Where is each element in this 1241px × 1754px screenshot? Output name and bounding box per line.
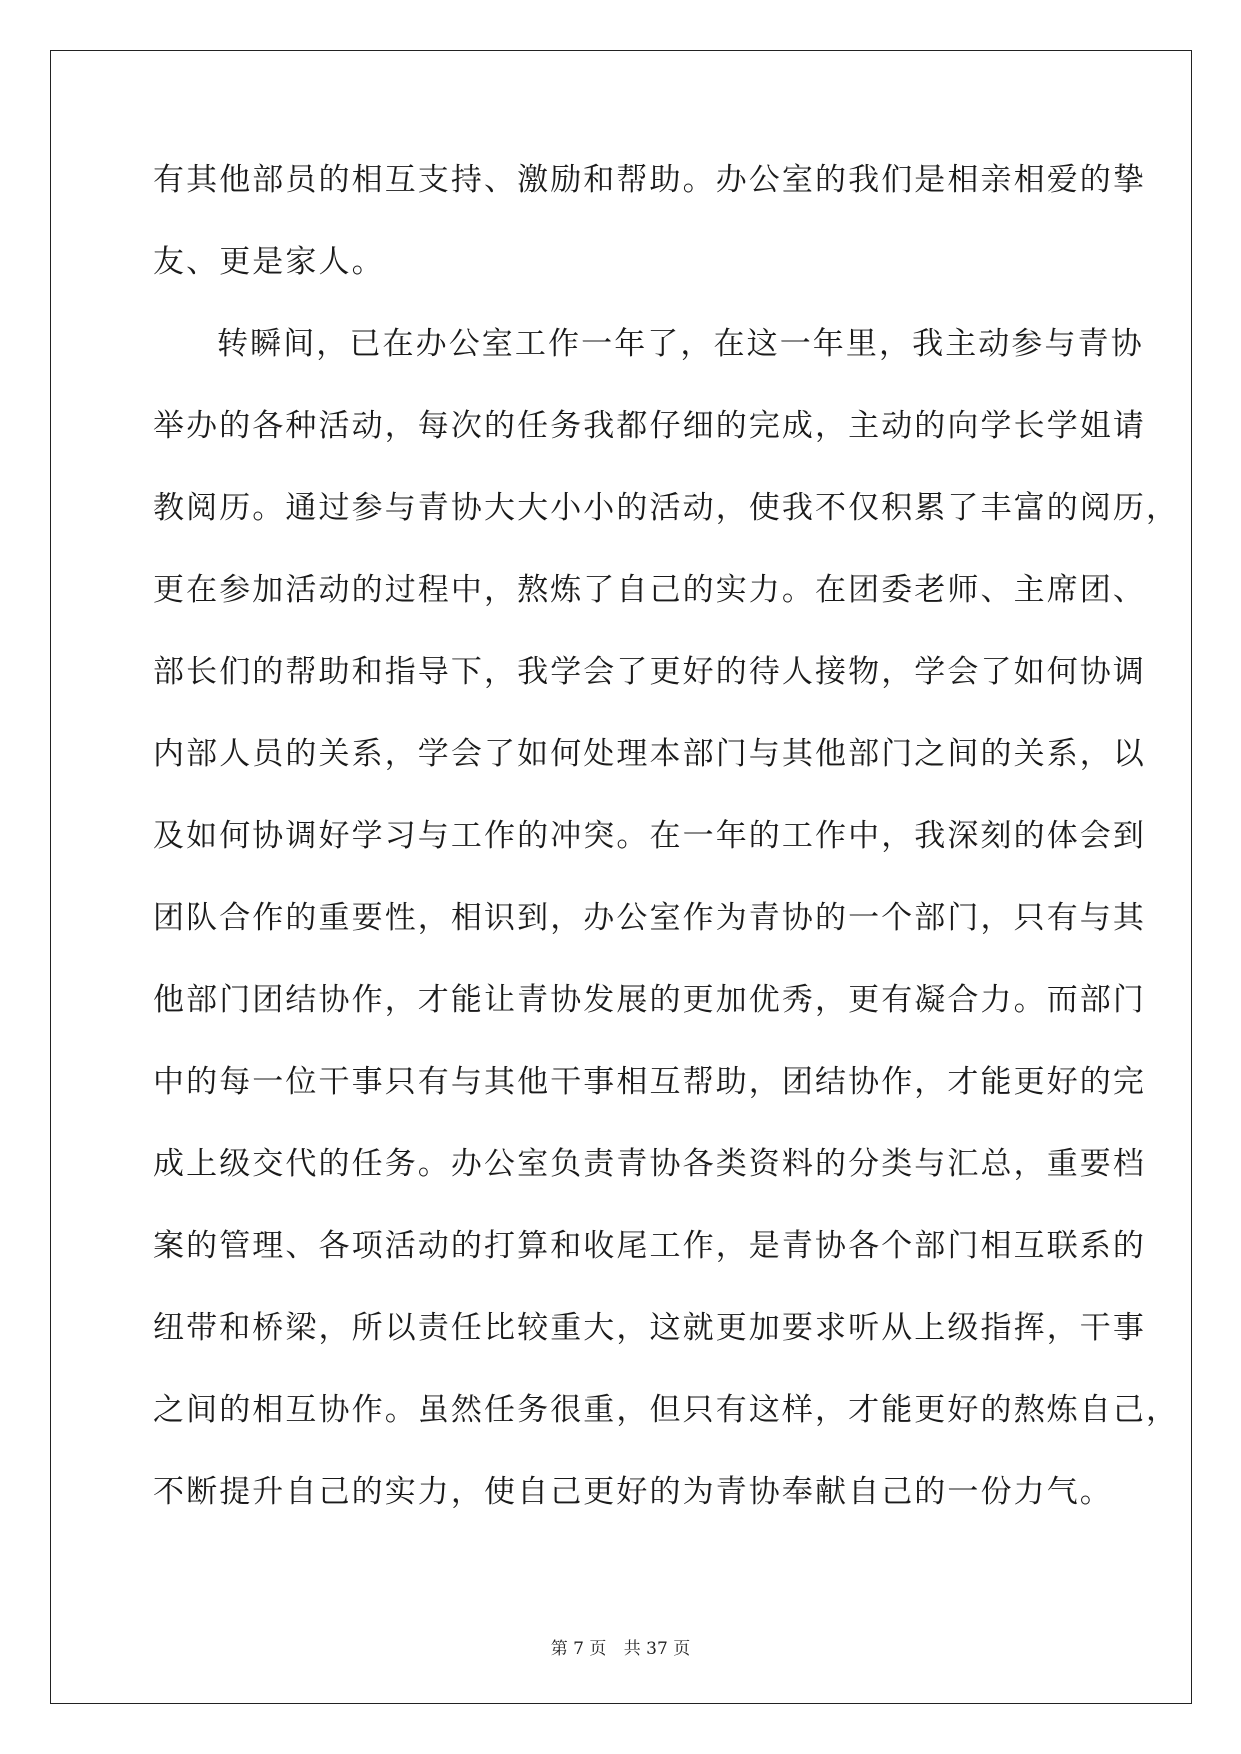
- text-line: 内部人员的关系，学会了如何处理本部门与其他部门之间的关系，以: [153, 736, 1146, 772]
- text-line: 有其他部员的相互支持、激励和帮助。办公室的我们是相亲相爱的挚: [153, 162, 1146, 198]
- text-line: 案的管理、各项活动的打算和收尾工作，是青协各个部门相互联系的: [153, 1228, 1146, 1264]
- text-line: 部长们的帮助和指导下，我学会了更好的待人接物，学会了如何协调: [153, 654, 1146, 690]
- text-line: 更在参加活动的过程中，熬炼了自己的实力。在团委老师、主席团、: [153, 572, 1146, 608]
- text-line: 团队合作的重要性，相识到，办公室作为青协的一个部门，只有与其: [153, 900, 1146, 936]
- page-footer: [0, 1634, 1241, 1659]
- text-line: 及如何协调好学习与工作的冲突。在一年的工作中，我深刻的体会到: [153, 818, 1146, 854]
- text-line: 友、更是家人。: [153, 244, 385, 280]
- text-line: 成上级交代的任务。办公室负责青协各类资料的分类与汇总，重要档: [153, 1146, 1146, 1182]
- page-total: 共 37 页: [623, 1639, 691, 1659]
- text-line: 中的每一位干事只有与其他干事相互帮助，团结协作，才能更好的完: [153, 1064, 1146, 1100]
- text-line: 他部门团结协作，才能让青协发展的更加优秀，更有凝合力。而部门: [153, 982, 1146, 1018]
- body-text: [153, 160, 1180, 1554]
- text-line: 不断提升自己的实力，使自己更好的为青协奉献自己的一份力气。: [153, 1474, 1113, 1510]
- text-line: 之间的相互协作。虽然任务很重，但只有这样，才能更好的熬炼自己，: [153, 1392, 1180, 1428]
- text-line: 举办的各种活动，每次的任务我都仔细的完成，主动的向学长学姐请: [153, 408, 1146, 444]
- text-line: 转瞬间，已在办公室工作一年了，在这一年里，我主动参与青协: [217, 326, 1144, 362]
- text-line: 纽带和桥梁，所以责任比较重大，这就更加要求听从上级指挥，干事: [153, 1310, 1146, 1346]
- page-number: 第 7 页: [550, 1639, 607, 1659]
- text-line: 教阅历。通过参与青协大大小小的活动，使我不仅积累了丰富的阅历，: [153, 490, 1180, 526]
